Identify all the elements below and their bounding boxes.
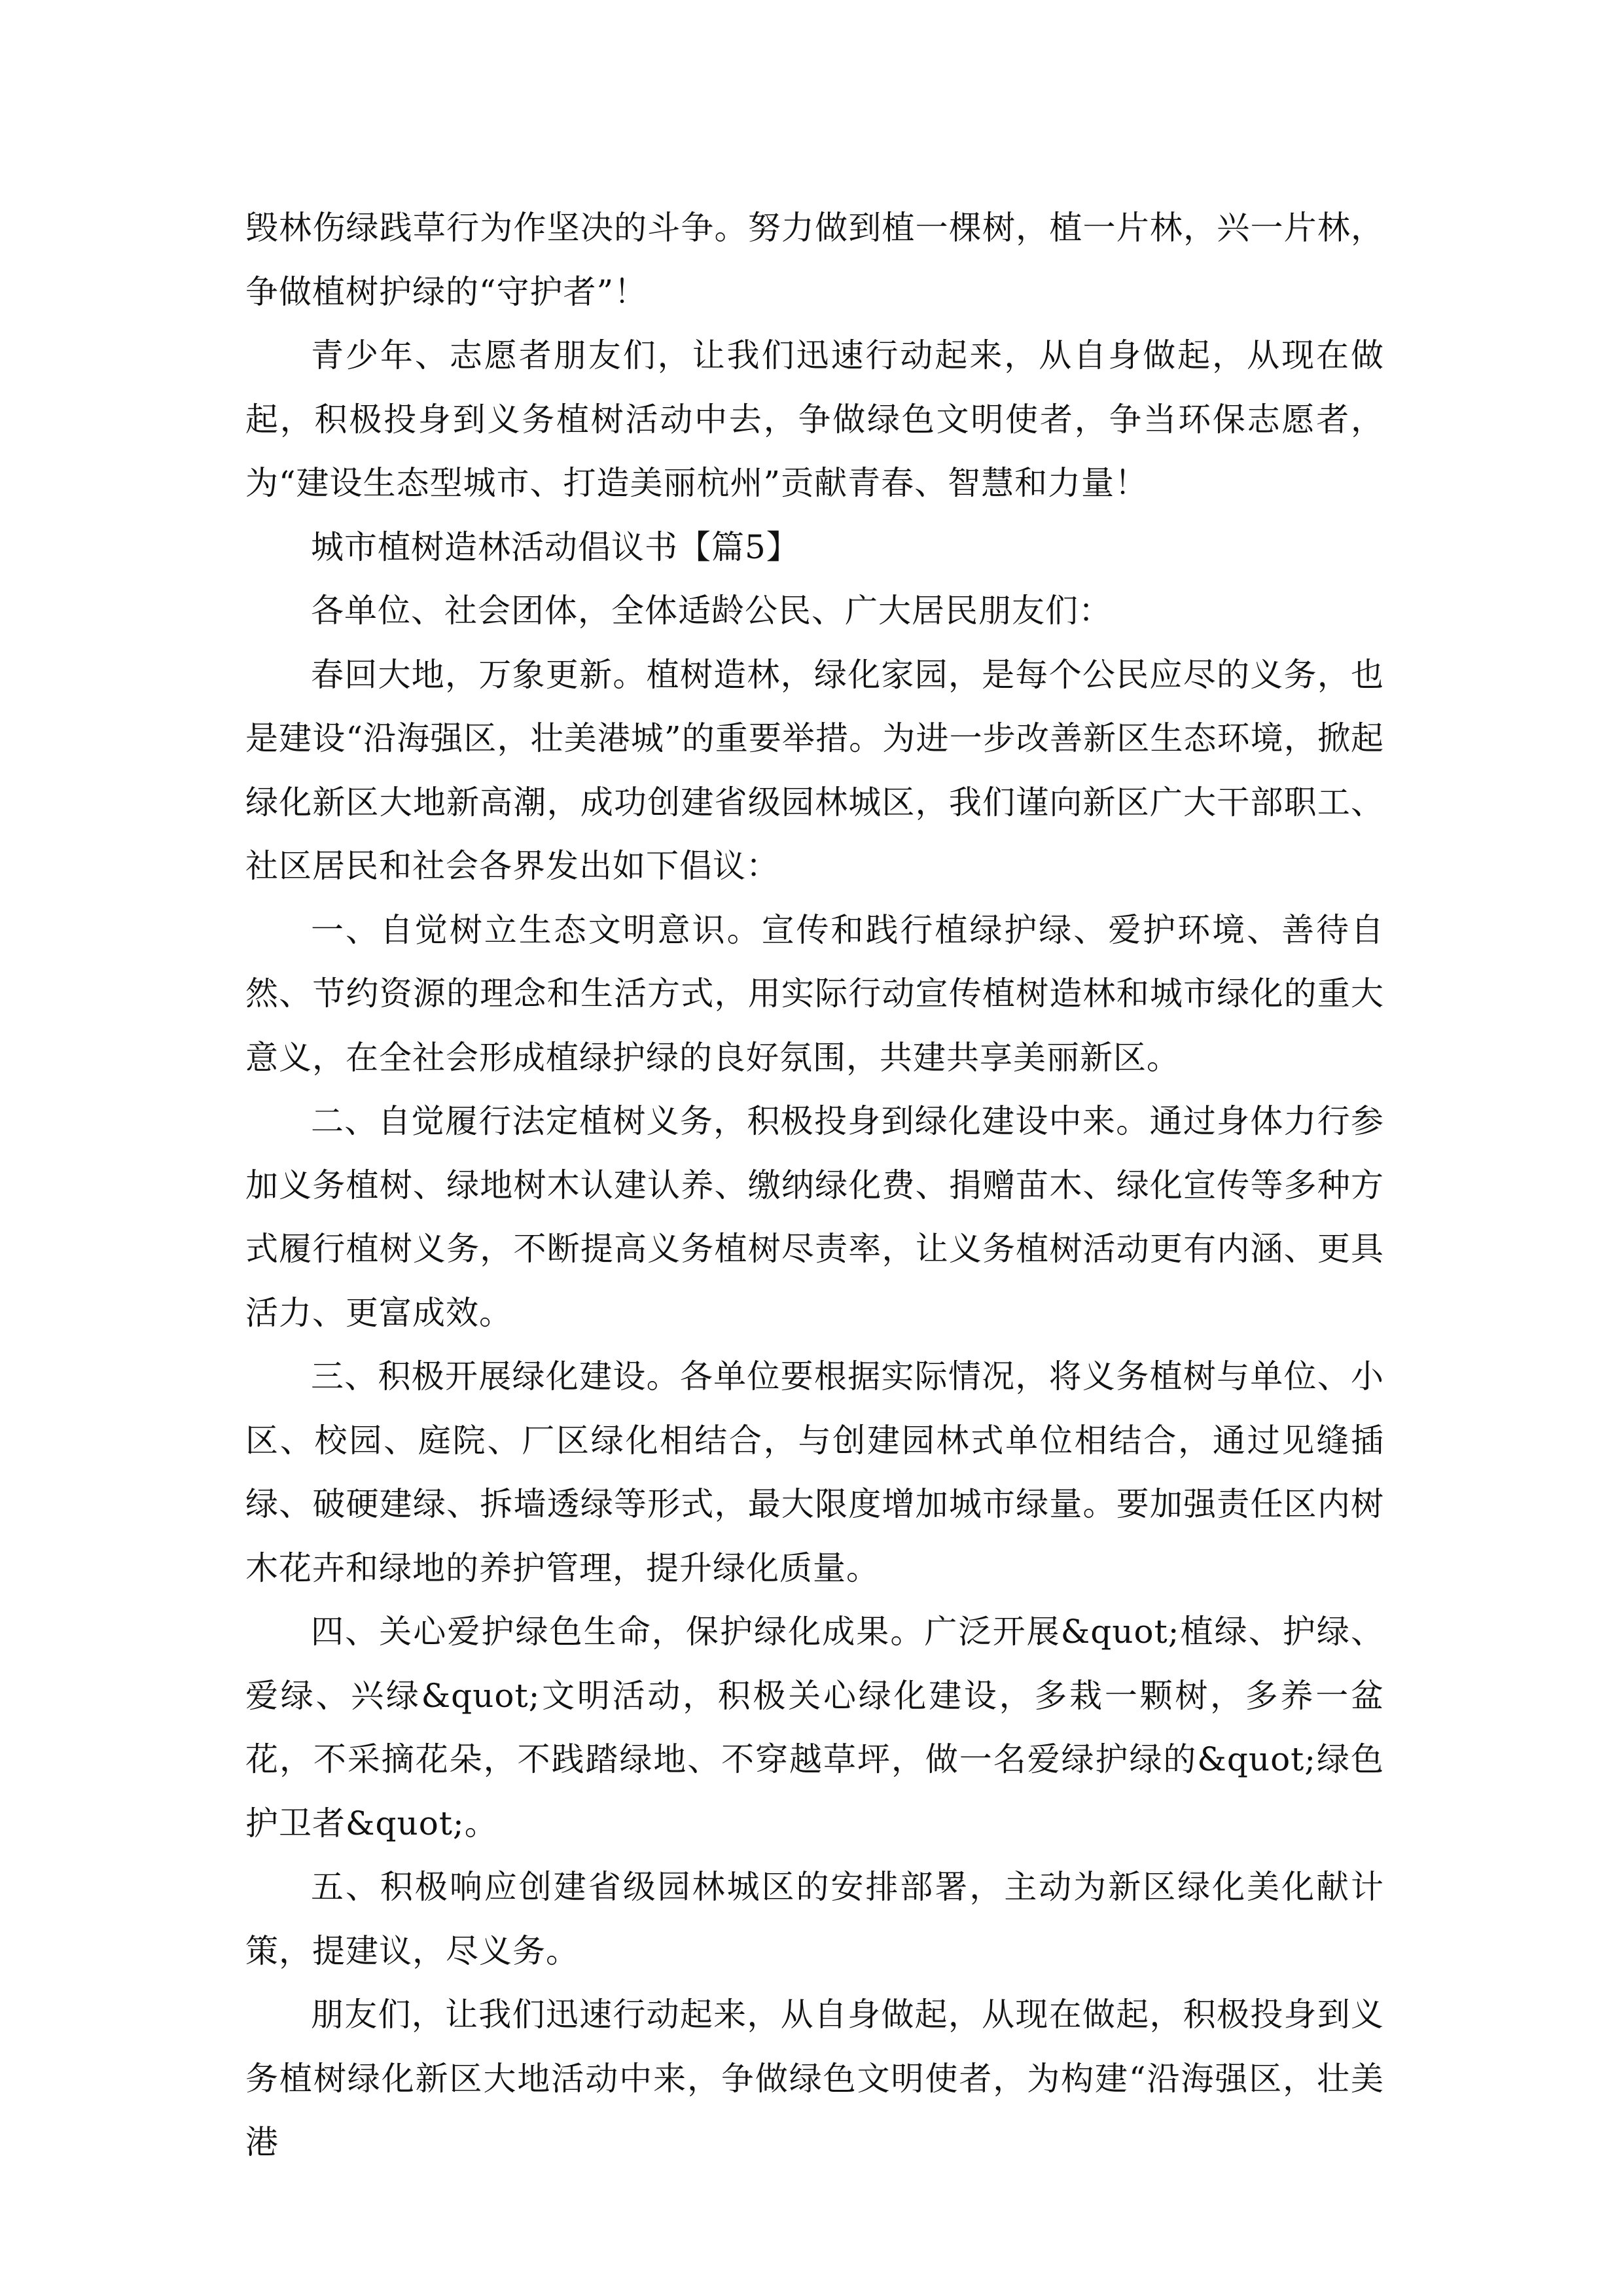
paragraph-item-3: 三、积极开展绿化建设。各单位要根据实际情况，将义务植树与单位、小区、校园、庭院、厂区绿化相结合，与创建园林式单位相结合，通过见缝插绿、破硬建绿、拆墙透绿等形式，最大限度增加城市绿量。要加强责任区内树木花卉和绿地的养护管理，提升绿化质量。 bbox=[245, 1357, 1384, 1587]
paragraph-appeal-youth: 青少年、志愿者朋友们，让我们迅速行动起来，从自身做起，从现在做起，积极投身到义务植树活动中去，争做绿色文明使者，争当环保志愿者，为“建设生态型城市、打造美丽杭州”贡献青春、智慧和力量！ bbox=[245, 336, 1384, 502]
paragraph-item-2: 二、自觉履行法定植树义务，积极投身到绿化建设中来。通过身体力行参加义务植树、绿地树木认建认养、缴纳绿化费、捐赠苗木、绿化宣传等多种方式履行植树义务，不断提高义务植树尽责率，让义务植树活动更有内涵、更具活力、更富成效。 bbox=[245, 1102, 1384, 1332]
salutation: 各单位、社会团体，全体适龄公民、广大居民朋友们： bbox=[311, 592, 1112, 630]
paragraph-continuation: 毁林伤绿践草行为作坚决的斗争。努力做到植一棵树，植一片林，兴一片林，争做植树护绿的“守护者”！ bbox=[245, 209, 1384, 311]
paragraph-closing: 朋友们，让我们迅速行动起来，从自身做起，从现在做起，积极投身到义务植树绿化新区大地活动中来，争做绿色文明使者，为构建“沿海强区，壮美港 bbox=[245, 1996, 1384, 2161]
paragraph-item-4: 四、关心爱护绿色生命，保护绿化成果。广泛开展&quot;植绿、护绿、爱绿、兴绿&quot;文明活动，积极关心绿化建设，多栽一颗树，多养一盆花，不采摘花朵，不践踏绿地、不穿越草坪，做一名爱绿护绿的&quot;绿色护卫者&quot;。 bbox=[245, 1613, 1384, 1842]
paragraph-item-1: 一、自觉树立生态文明意识。宣传和践行植绿护绿、爱护环境、善待自然、节约资源的理念和生活方式，用实际行动宣传植树造林和城市绿化的重大意义，在全社会形成植绿护绿的良好氛围，共建共享美丽新区。 bbox=[245, 910, 1384, 1077]
paragraph-item-5: 五、积极响应创建省级园林城区的安排部署，主动为新区绿化美化献计策，提建议，尽义务。 bbox=[245, 1868, 1384, 1970]
document-body bbox=[245, 196, 1384, 2175]
paragraph-intro: 春回大地，万象更新。植树造林，绿化家园，是每个公民应尽的义务，也是建设“沿海强区，壮美港城”的重要举措。为进一步改善新区生态环境，掀起绿化新区大地新高潮，成功创建省级园林城区，我们谨向新区广大干部职工、社区居民和社会各界发出如下倡议： bbox=[245, 655, 1384, 885]
section-heading: 城市植树造林活动倡议书【篇5】 bbox=[311, 528, 800, 566]
